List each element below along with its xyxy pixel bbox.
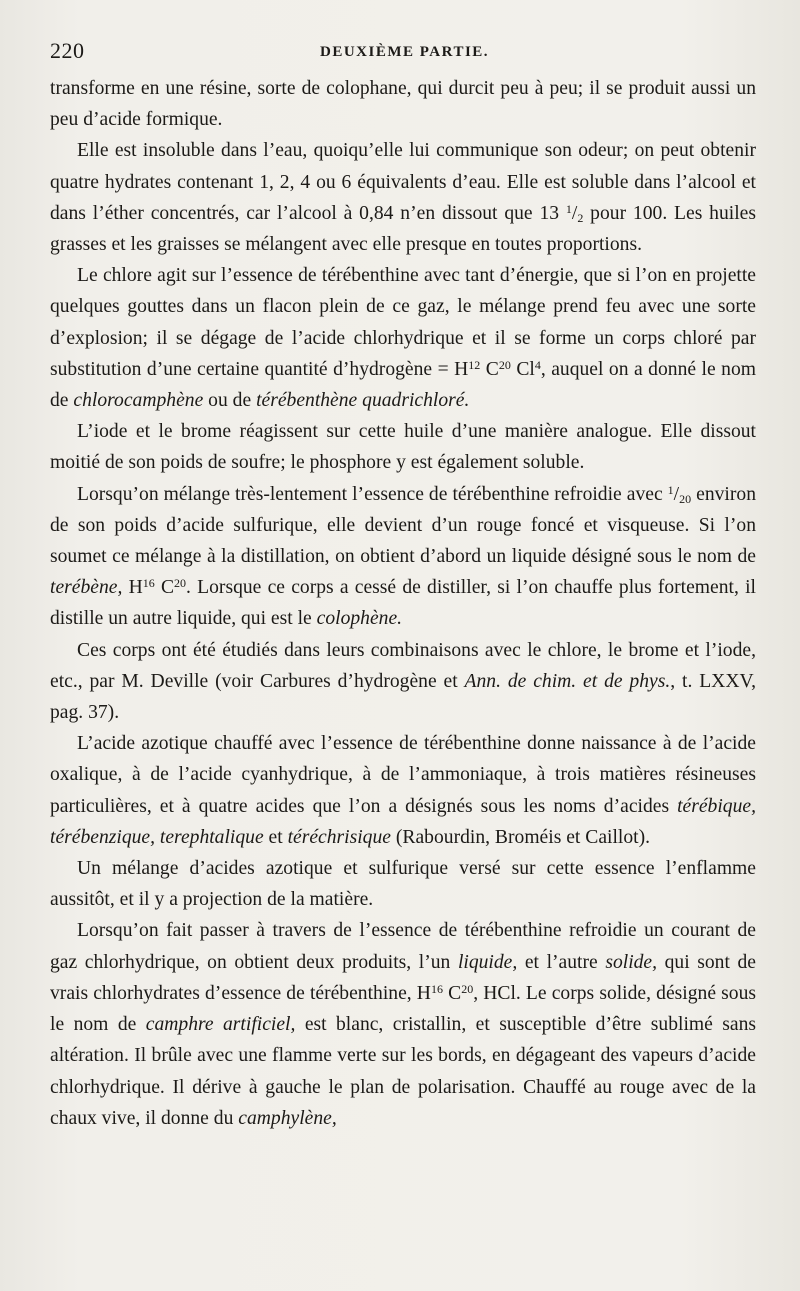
italic-term: chlorocamphène	[73, 390, 204, 412]
italic-term: téréchrisique	[287, 826, 391, 848]
italic-term: térébique, térébenzique, terephtalique	[50, 795, 756, 848]
text-run: Elle est insoluble dans l’eau, quoiqu’elle lui communique son odeur; on peut obtenir quatre hydrates contenant 1, 2, 4 ou 6 équivalents d’eau. Elle est soluble dans l’alcool et dans l’éther concentrés, car l’alcool à 0,84 n’en dissout que 13	[50, 140, 756, 224]
paragraph-continued	[50, 73, 756, 135]
text-run: L’acide azotique chauffé avec l’essence de térébenthine donne naissance à de l’acide oxalique, à de l’acide cyanhydrique, à de l’ammoniaque, à trois matières résineuses particulières, et à quatre acides que l’on a désignés sous les noms d’acides	[50, 733, 756, 817]
italic-term: liquide,	[457, 951, 518, 973]
italic-term: térébenthène quadrichloré.	[256, 390, 470, 412]
text-run: transforme en une résine, sorte de colophane, qui durcit peu à peu; il se produit aussi un peu d’acide formique.	[50, 78, 756, 131]
text-run: pour 100. Les huiles grasses et les graisses se mélangent avec elle presque en toutes proportions.	[50, 202, 756, 256]
fraction: $^1/_2$	[565, 201, 584, 225]
text-run: , HCl. Le corps solide, désigné sous le nom de	[50, 982, 757, 1036]
text-run: Le chlore agit sur l’essence de térébenthine avec tant d’énergie, que si l’on en projette quelques gouttes dans un flacon plein de ce gaz, le mélange prend feu avec une sorte d’explosion; il se dégage de l’acide chlorhydrique et il se forme un corps chloré par substitution d’une certaine quantité d’hydrogène = H	[50, 265, 756, 380]
italic-term: solide,	[605, 951, 658, 973]
text-run: ou de	[203, 390, 257, 412]
paragraph	[50, 635, 756, 729]
text-run: , auquel on a donné le nom de	[50, 358, 756, 412]
text-run: , t. LXXV, pag. 37).	[50, 670, 756, 724]
formula-superscript: 20	[174, 576, 187, 591]
text-run: Lorsqu’on mélange très-lentement l’essence de térébenthine refroidie avec	[77, 483, 668, 505]
fraction-denominator: 20	[679, 491, 692, 506]
paragraph	[50, 915, 756, 1133]
page-number: 220	[50, 38, 85, 63]
formula-superscript: 4	[534, 357, 541, 372]
paragraph	[50, 853, 756, 915]
text-run: Cl	[510, 358, 535, 380]
text-run: Lorsqu’on fait passer à travers de l’essence de térébenthine refroidie un courant de gaz chlorhydrique, on obtient deux produits, l’un	[50, 920, 756, 973]
text-run: qui sont de vrais chlorhydrates d’essence de térébenthine, H	[50, 951, 757, 1004]
paragraph	[50, 135, 756, 260]
text-run: C	[480, 358, 499, 380]
text-run: (Rabourdin, Broméis et Caillot).	[390, 826, 651, 848]
italic-citation: Ann. de chim. et de phys.	[464, 670, 671, 692]
running-title: DEUXIÈME PARTIE.	[320, 44, 490, 60]
text-run: est blanc, cristallin, et susceptible d’être sublimé sans altération. Il brûle avec une flamme verte sur les bords, en dégageant des vapeurs d’acide chlorhydrique. Il dérive à gauche le plan de polarisation. Chauffé au rouge avec de la chaux vive, il donne du	[50, 1014, 757, 1129]
italic-term: terébène,	[50, 577, 123, 599]
text-run: C	[442, 982, 462, 1004]
text-run: . Lorsque ce corps a cessé de distiller, si l’on chauffe plus fortement, il distille un autre liquide, qui est le	[50, 577, 756, 630]
fraction-denominator: 2	[577, 210, 584, 225]
text-run: environ de son poids d’acide sulfurique, elle devient d’un rouge foncé et visqueuse. Si l’on soumet ce mélange à la distillation, on obtient d’abord un liquide désigné sous le nom de	[50, 483, 756, 568]
italic-term: colophène.	[316, 608, 403, 630]
formula-superscript: 20	[461, 981, 474, 996]
formula-superscript: 16	[430, 981, 443, 996]
paragraph	[50, 728, 756, 853]
text-run: L’iode et le brome réagissent sur cette huile d’une manière analogue. Elle dissout moitié de son poids de soufre; le phosphore y est également soluble.	[50, 421, 756, 474]
fraction-numerator: 1	[565, 201, 572, 216]
text-run: C	[154, 577, 175, 599]
text-run: H	[122, 577, 143, 599]
italic-term: camphre artificiel,	[145, 1014, 296, 1036]
formula-superscript: 12	[468, 357, 481, 372]
text-run: Ces corps ont été étudiés dans leurs combinaisons avec le chlore, le brome et l’iode, etc., par M. Deville (voir Carbures d’hydrogène et	[50, 639, 756, 692]
text-run: et	[263, 826, 288, 848]
formula-superscript: 20	[498, 357, 511, 372]
paragraph	[50, 416, 756, 478]
formula-superscript: 16	[142, 576, 155, 591]
italic-term: camphylène,	[238, 1107, 337, 1129]
paragraph	[50, 479, 756, 635]
text-run: Un mélange d’acides azotique et sulfurique versé sur cette essence l’enflamme aussitôt, et il y a projection de la matière.	[50, 858, 756, 911]
fraction: $^1/_{20}$	[667, 482, 692, 506]
fraction-numerator: 1	[667, 482, 674, 497]
paragraph	[50, 260, 756, 416]
body-text	[50, 73, 756, 1134]
text-run: et l’autre	[517, 951, 606, 973]
page-header	[50, 38, 760, 70]
